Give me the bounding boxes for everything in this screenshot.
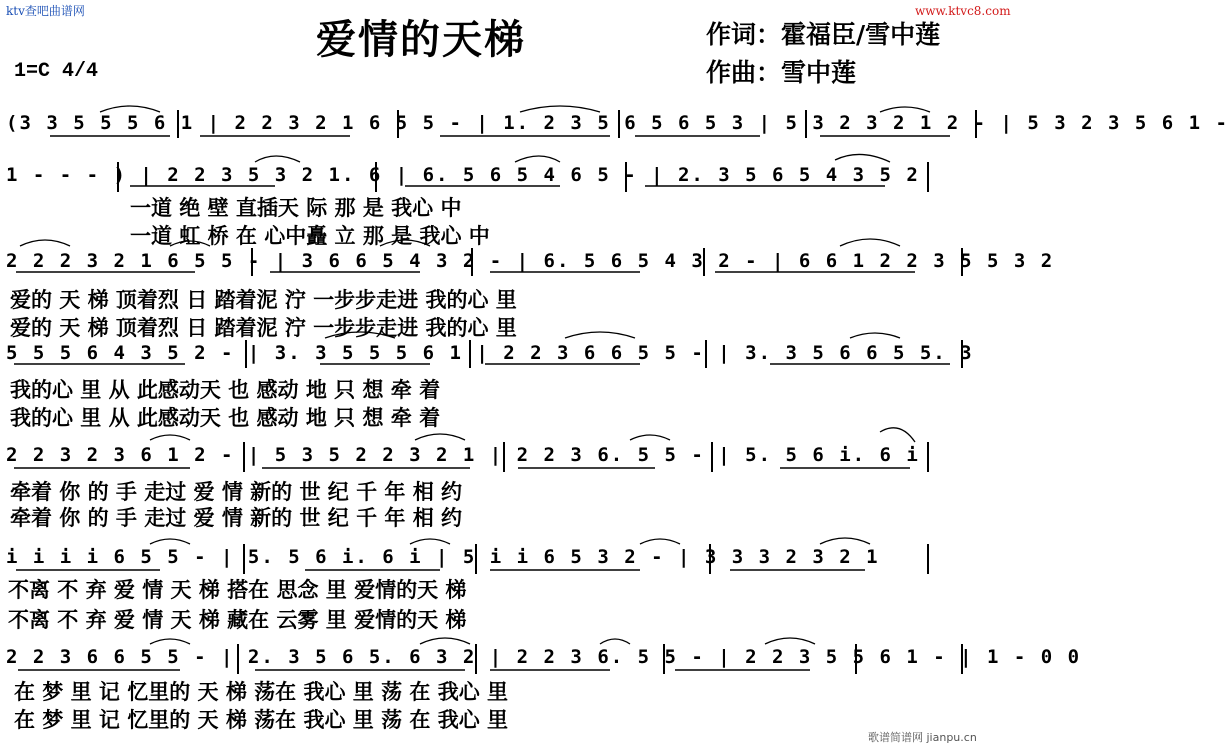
notation-line-6: i i i i 6 5 5 - | 5. 5 6 i. 6 i | 5 i i 6 5 3 2 - | 3 3 3 2 3 2 1 bbox=[6, 546, 880, 568]
lyricist-credit: 作词：霍福臣/雪中莲 bbox=[706, 20, 941, 49]
lyric-line-4-verse-2: 牵着 你 的 手 走过 爱 情 新的 世 纪 千 年 相 约 bbox=[10, 506, 463, 530]
lyric-line-1-verse-2: 一道 虹 桥 在 心中矗 立 那 是 我心 中 bbox=[130, 224, 490, 248]
lyric-line-2-verse-1: 爱的 天 梯 顶着烈 日 踏着泥 泞 一步步走进 我的心 里 bbox=[10, 288, 517, 312]
lyric-line-5-verse-1: 不离 不 弃 爱 情 天 梯 搭在 思念 里 爱情的天 梯 bbox=[8, 578, 467, 602]
lyric-line-6-verse-2: 在 梦 里 记 忆里的 天 梯 荡在 我心 里 荡 在 我心 里 bbox=[14, 708, 509, 732]
notation-line-1: (3 3 5 5 5 6 1 | 2 2 3 2 1 6 5 5 - | 1. 2 3 5 6 5 6 5 3 | 5 3 2 3 2 1 2 - | 5 3 2 3 5 6 1 - bbox=[6, 112, 1229, 134]
lyric-line-2-verse-2: 爱的 天 梯 顶着烈 日 踏着泥 泞 一步步走进 我的心 里 bbox=[10, 316, 517, 340]
song-title: 爱情的天梯 bbox=[316, 17, 526, 63]
lyric-line-6-verse-1: 在 梦 里 记 忆里的 天 梯 荡在 我心 里 荡 在 我心 里 bbox=[14, 680, 509, 704]
watermark-footer: 歌谱简谱网 jianpu.cn bbox=[868, 731, 977, 744]
notation-line-5: 2 2 3 2 3 6 1 2 - | 5 3 5 2 2 3 2 1 | 2 2 3 6. 5 5 - | 5. 5 6 i. 6 i bbox=[6, 444, 920, 466]
lyric-line-5-verse-2: 不离 不 弃 爱 情 天 梯 藏在 云雾 里 爱情的天 梯 bbox=[8, 608, 467, 632]
notation-line-2: 1 - - - ) | 2 2 3 5 3 2 1. 6 | 6. 5 6 5 4 6 5 - | 2. 3 5 6 5 4 3 5 2 bbox=[6, 164, 920, 186]
lyric-line-3-verse-1: 我的心 里 从 此感动天 也 感动 地 只 想 牵 着 bbox=[10, 378, 441, 402]
composer-credit: 作曲：雪中莲 bbox=[706, 58, 857, 87]
lyric-line-1-verse-1: 一道 绝 壁 直插天 际 那 是 我心 中 bbox=[130, 196, 462, 220]
key-signature: 1=C 4/4 bbox=[14, 60, 99, 83]
watermark-url: www.ktvc8.com bbox=[915, 4, 1011, 18]
notation-line-7: 2 2 3 6 6 5 5 - | 2. 3 5 6 5. 6 3 2 | 2 2 3 6. 5 5 - | 2 2 3 5 5 6 1 - | 1 - 0 0 bbox=[6, 646, 1082, 668]
notation-line-3: 2 2 2 3 2 1 6 5 5 - | 3 6 6 5 4 3 2 - | 6. 5 6 5 4 3 2 - | 6 6 1 2 2 3 5 5 3 2 bbox=[6, 250, 1055, 272]
lyric-line-3-verse-2: 我的心 里 从 此感动天 也 感动 地 只 想 牵 着 bbox=[10, 406, 441, 430]
watermark-site-name: ktv查吧曲谱网 bbox=[6, 4, 85, 18]
lyric-line-4-verse-1: 牵着 你 的 手 走过 爱 情 新的 世 纪 千 年 相 约 bbox=[10, 480, 463, 504]
notation-line-4: 5 5 5 6 4 3 5 2 - | 3. 3 5 5 5 6 1 | 2 2 3 6 6 5 5 - | 3. 3 5 6 6 5 5. 3 bbox=[6, 342, 974, 364]
